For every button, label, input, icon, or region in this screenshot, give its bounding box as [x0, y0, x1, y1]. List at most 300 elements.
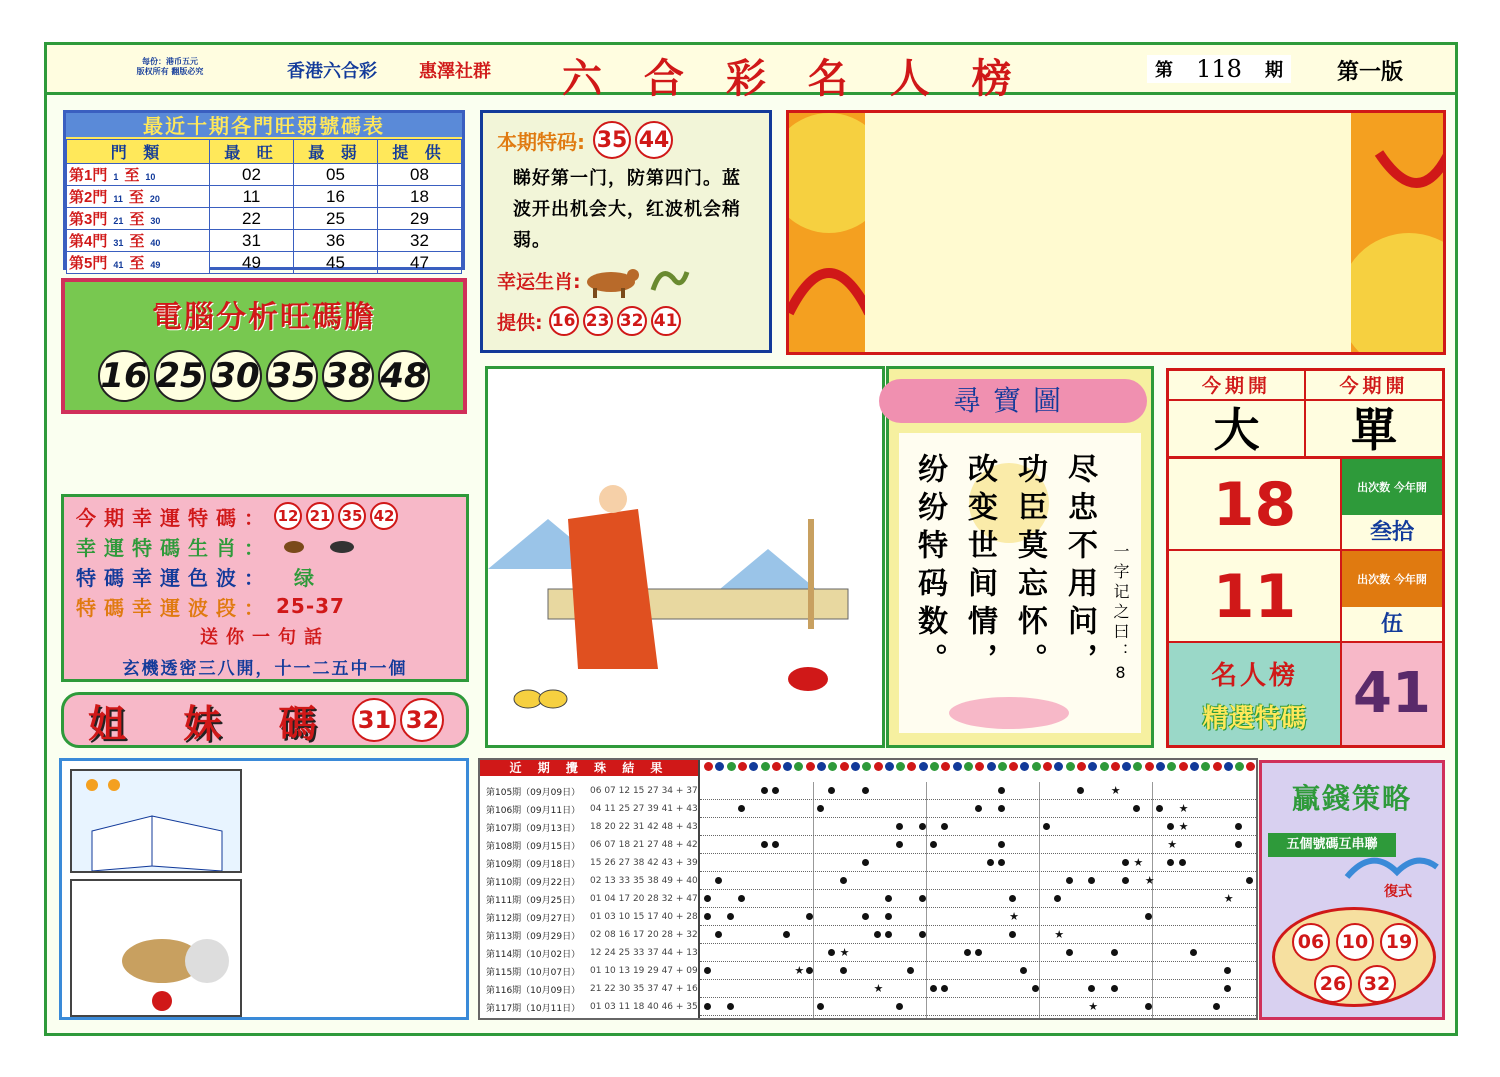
number-ball: 42	[370, 502, 398, 530]
color-ball-mark	[1100, 762, 1109, 771]
special-star-mark: ★	[1133, 856, 1144, 869]
color-ball-mark	[817, 762, 826, 771]
dot-row	[700, 926, 1258, 944]
color-ball-mark	[953, 762, 962, 771]
door-label: 第2門	[69, 189, 108, 206]
color-ball-mark	[1088, 762, 1097, 771]
lucky-panel	[61, 494, 469, 682]
draw-dot-mark	[1066, 949, 1073, 956]
count-number-2: 11	[1169, 551, 1342, 643]
history-date: 第117期（10月11日）	[486, 1003, 581, 1014]
draw-dot-mark	[761, 787, 768, 794]
provide-balls	[547, 306, 683, 336]
dot-row	[700, 890, 1258, 908]
history-row	[486, 800, 698, 818]
history-row	[486, 980, 698, 998]
hot-cell: 49	[209, 252, 293, 274]
computer-numbers	[65, 350, 463, 402]
cold-cell: 16	[293, 186, 377, 208]
dot-row	[700, 962, 1258, 980]
draw-dot-mark	[896, 1003, 903, 1010]
door-from: 21	[113, 216, 124, 226]
org-name-2: 惠澤社群	[419, 61, 491, 82]
draw-dot-mark	[862, 859, 869, 866]
draw-dot-mark	[919, 895, 926, 902]
draw-dot-mark	[874, 931, 881, 938]
table-row	[67, 186, 462, 208]
door-label: 第1門	[69, 167, 108, 184]
door-label: 第4門	[69, 233, 108, 250]
lucky-color-label: 特碼幸運色波：	[76, 565, 272, 590]
provide-cell: 18	[377, 186, 461, 208]
history-title: 近 期 攪 珠 結 果	[480, 760, 698, 776]
color-ball-mark	[998, 762, 1007, 771]
treasure-scroll	[899, 433, 1141, 733]
draw-dot-mark	[1032, 985, 1039, 992]
draw-dot-mark	[1077, 787, 1084, 794]
draw-dot-mark	[919, 823, 926, 830]
draw-dot-mark	[1179, 859, 1186, 866]
big-small-value: 大	[1169, 401, 1306, 459]
dot-row	[700, 980, 1258, 998]
draw-dot-mark	[783, 931, 790, 938]
color-ball-mark	[828, 762, 837, 771]
colored-ball-row	[700, 762, 1258, 772]
color-ball-mark	[851, 762, 860, 771]
draw-dot-mark	[987, 859, 994, 866]
door-from: 1	[113, 172, 119, 182]
draw-dot-mark	[930, 841, 937, 848]
draw-dot-mark	[907, 967, 914, 974]
issue-prefix: 第	[1155, 60, 1173, 81]
strategy-balls	[1280, 923, 1430, 1003]
draw-dot-mark	[941, 985, 948, 992]
fame-number: 41	[1342, 643, 1442, 745]
door-to-word: 至	[129, 211, 145, 228]
cold-cell: 45	[293, 252, 377, 274]
color-ball-mark	[1179, 762, 1188, 771]
col-header: 最 旺	[209, 140, 293, 164]
history-numbers: 02 08 16 17 20 28 + 32	[590, 930, 698, 940]
color-ball-mark	[794, 762, 803, 771]
edition-label: 第一版	[1337, 60, 1404, 85]
history-row	[486, 998, 698, 1016]
fame-subtitle: 精選特碼	[1202, 704, 1307, 734]
door-to: 30	[150, 216, 161, 226]
issue-number: 118	[1196, 55, 1242, 83]
history-row	[486, 890, 698, 908]
history-row	[486, 872, 698, 890]
history-numbers: 02 13 33 35 38 49 + 40	[590, 876, 698, 886]
number-ball: 32	[617, 306, 647, 336]
color-ball-mark	[806, 762, 815, 771]
draw-dot-mark	[806, 913, 813, 920]
copyright-line: 版权所有 翻版必究	[136, 67, 204, 76]
riddle-picture	[485, 366, 885, 748]
door-to: 20	[149, 194, 160, 204]
hot-cell: 11	[209, 186, 293, 208]
strategy-panel	[1259, 760, 1445, 1020]
number-ball: 44	[635, 121, 673, 159]
door-from: 31	[113, 238, 124, 248]
dot-row	[700, 998, 1258, 1016]
door-label: 第3門	[69, 211, 108, 228]
poem-col-1: 纷纷特码数。	[912, 453, 947, 681]
history-numbers: 18 20 22 31 42 48 + 43	[590, 822, 698, 832]
ten-period-table	[63, 110, 465, 270]
open-header-2: 今期開	[1306, 371, 1442, 401]
treasure-title: 尋寶圖	[879, 379, 1147, 423]
color-ball-mark	[749, 762, 758, 771]
door-to-word: 至	[129, 255, 145, 272]
count-value-1: 叁拾	[1342, 515, 1442, 551]
draw-dot-mark	[828, 787, 835, 794]
history-row	[486, 926, 698, 944]
lucky-balls	[272, 502, 400, 530]
header-bar	[47, 45, 1455, 102]
history-row	[486, 818, 698, 836]
fame-box	[1169, 643, 1342, 745]
door-cell	[67, 252, 210, 274]
history-date: 第111期（09月25日）	[486, 895, 581, 906]
provide-cell: 29	[377, 208, 461, 230]
history-list	[486, 782, 698, 1016]
picture-riddle-panel	[59, 758, 469, 1020]
history-row	[486, 854, 698, 872]
provide-cell: 47	[377, 252, 461, 274]
strategy-ball: 19	[1380, 923, 1418, 961]
history-numbers: 15 26 27 38 42 43 + 39	[590, 858, 698, 868]
draw-dot-mark	[896, 841, 903, 848]
history-row	[486, 944, 698, 962]
history-date: 第115期（10月07日）	[486, 967, 581, 978]
number-ball: 41	[651, 306, 681, 336]
door-cell	[67, 164, 210, 186]
dot-row	[700, 944, 1258, 962]
cold-cell: 25	[293, 208, 377, 230]
special-star-mark: ★	[1088, 1000, 1099, 1013]
draw-dot-mark	[862, 787, 869, 794]
draw-dot-mark	[1145, 913, 1152, 920]
special-star-mark: ★	[1178, 820, 1189, 833]
draw-dot-mark	[885, 913, 892, 920]
history-numbers: 06 07 18 21 27 48 + 42	[590, 840, 698, 850]
number-ball: 21	[306, 502, 334, 530]
table-row	[67, 208, 462, 230]
special-star-mark: ★	[1144, 874, 1155, 887]
bear-icon	[72, 881, 240, 1015]
color-ball-mark	[1224, 762, 1233, 771]
special-star-mark: ★	[1009, 910, 1019, 923]
draw-dot-mark	[715, 877, 722, 884]
lucky-range-label: 特碼幸運波段：	[76, 595, 272, 620]
color-ball-mark	[1122, 762, 1131, 771]
history-date: 第113期（09月29日）	[486, 931, 581, 942]
lucky-row-5: 送你一句話	[200, 627, 330, 648]
col-header: 門 類	[67, 140, 210, 164]
count-value-2: 伍	[1342, 607, 1442, 643]
banner-blank-area	[865, 113, 1351, 355]
color-ball-mark	[840, 762, 849, 771]
draw-dot-mark	[975, 805, 982, 812]
lucky-row-3	[76, 561, 454, 591]
draw-dot-mark	[806, 967, 813, 974]
draw-dot-mark	[1111, 985, 1118, 992]
count-tag-2: 出次数 今年開	[1342, 551, 1442, 607]
draw-dot-mark	[828, 949, 835, 956]
color-ball-mark	[896, 762, 905, 771]
history-numbers: 01 10 13 19 29 47 + 09	[590, 966, 698, 976]
title-banner	[786, 110, 1446, 355]
table-row	[67, 252, 462, 274]
dot-grid-body	[700, 782, 1258, 1018]
special-star-mark: ★	[1110, 784, 1121, 797]
draw-dot-mark	[1009, 931, 1016, 938]
lucky-color-value: 绿	[294, 565, 322, 590]
color-ball-mark	[1032, 762, 1041, 771]
color-ball-mark	[975, 762, 984, 771]
draw-dot-mark	[1224, 967, 1231, 974]
provide-cell: 08	[377, 164, 461, 186]
open-book-icon	[72, 771, 240, 871]
color-ball-mark	[715, 762, 724, 771]
dot-row	[700, 818, 1258, 836]
draw-dot-mark	[1224, 985, 1231, 992]
draw-dot-mark	[1190, 949, 1197, 956]
strategy-ball: 32	[1358, 965, 1396, 1003]
color-ball-mark	[1043, 762, 1052, 771]
history-dot-grid	[698, 760, 1258, 1020]
strategy-title: 贏錢策略	[1291, 782, 1412, 815]
color-ball-mark	[1235, 762, 1244, 771]
color-ball-mark	[964, 762, 973, 771]
draw-dot-mark	[761, 841, 768, 848]
draw-dot-mark	[896, 823, 903, 830]
color-ball-mark	[1111, 762, 1120, 771]
color-ball-mark	[1077, 762, 1086, 771]
issue-suffix: 期	[1265, 60, 1283, 81]
dot-row	[700, 872, 1258, 890]
provide-cell: 32	[377, 230, 461, 252]
history-numbers: 21 22 30 35 37 47 + 16	[590, 984, 698, 994]
draw-dot-mark	[998, 787, 1005, 794]
special-star-mark: ★	[1223, 892, 1234, 905]
history-numbers: 12 24 25 33 37 44 + 13	[590, 948, 698, 958]
number-ball: 12	[274, 502, 302, 530]
lucky-zodiac-label: 幸運特碼生肖：	[76, 535, 272, 560]
draw-dot-mark	[998, 805, 1005, 812]
color-ball-mark	[783, 762, 792, 771]
special-star-mark: ★	[1178, 802, 1189, 815]
door-to: 10	[145, 172, 156, 182]
history-date: 第105期（09月09日）	[486, 787, 581, 798]
door-cell	[67, 230, 210, 252]
color-ball-mark	[1190, 762, 1199, 771]
draw-dot-mark	[919, 931, 926, 938]
analysis-ball: 48	[378, 350, 430, 402]
summary-grid	[1166, 368, 1445, 748]
draw-dot-mark	[1009, 895, 1016, 902]
history-date: 第112期（09月27日）	[486, 913, 581, 924]
book-picture	[70, 769, 242, 873]
door-to: 40	[150, 238, 161, 248]
draw-dot-mark	[1111, 949, 1118, 956]
dot-row	[700, 854, 1258, 872]
odd-even-value: 單	[1306, 401, 1442, 459]
color-ball-mark	[1167, 762, 1176, 771]
poem-col-3: 功臣莫忘怀。	[1012, 453, 1047, 681]
color-ball-mark	[772, 762, 781, 771]
door-label: 第5門	[69, 255, 108, 272]
draw-dot-mark	[1235, 823, 1242, 830]
table-title: 最近十期各門旺弱號碼表	[66, 113, 462, 139]
special-balls	[591, 121, 675, 159]
color-ball-mark	[1156, 762, 1165, 771]
draw-dot-mark	[1235, 841, 1242, 848]
color-ball-mark	[907, 762, 916, 771]
lucky-range-value: 25-37	[276, 594, 345, 618]
analysis-ball: 35	[266, 350, 318, 402]
poem-side-note: 一字记之曰：8	[1111, 543, 1130, 686]
number-ball: 23	[583, 306, 613, 336]
cold-cell: 36	[293, 230, 377, 252]
color-ball-mark	[1066, 762, 1075, 771]
lucky-row-2	[76, 531, 454, 561]
draw-dot-mark	[1054, 895, 1061, 902]
lucky-special-label: 今期幸運特碼：	[76, 505, 272, 530]
history-numbers: 01 04 17 20 28 32 + 47	[590, 894, 698, 904]
door-from: 41	[113, 260, 124, 270]
sister-balls	[350, 698, 446, 742]
issue-box	[1147, 55, 1291, 83]
number-ball: 31	[352, 698, 396, 742]
history-date: 第108期（09月15日）	[486, 841, 581, 852]
strategy-subtitle: 五個號碼互串聯	[1268, 833, 1396, 857]
zodiac-animals-icon	[581, 260, 691, 300]
draw-dot-mark	[964, 949, 971, 956]
count-tag-1: 出次数 今年開	[1342, 459, 1442, 515]
table-row	[67, 164, 462, 186]
analysis-ball: 16	[98, 350, 150, 402]
strategy-ball: 06	[1292, 923, 1330, 961]
color-ball-mark	[1213, 762, 1222, 771]
history-date: 第110期（09月22日）	[486, 877, 581, 888]
draw-dot-mark	[1167, 859, 1174, 866]
history-date: 第109期（09月18日）	[486, 859, 581, 870]
draw-dot-mark	[975, 949, 982, 956]
draw-dot-mark	[1122, 877, 1129, 884]
page-title: 六 合 彩 名 人 榜	[562, 55, 1026, 102]
history-date: 第107期（09月13日）	[486, 823, 581, 834]
door-to: 49	[150, 260, 161, 270]
draw-dot-mark	[1246, 877, 1253, 884]
color-ball-mark	[761, 762, 770, 771]
history-row	[486, 782, 698, 800]
computer-analysis-panel	[61, 278, 467, 414]
special-label: 本期特码:	[497, 129, 585, 154]
lucky-hint: 玄機透密三八開，十一二五中一個	[122, 658, 408, 679]
color-ball-mark	[862, 762, 871, 771]
draw-dot-mark	[727, 913, 734, 920]
analysis-ball: 25	[154, 350, 206, 402]
treasure-map-panel	[886, 366, 1154, 748]
open-header-1: 今期開	[1169, 371, 1306, 401]
special-star-mark: ★	[1054, 928, 1065, 941]
poem-col-2: 改变世间情，	[962, 453, 997, 681]
price-line: 每份：港币五元	[142, 57, 198, 66]
number-ball: 35	[338, 502, 366, 530]
org-name-1: 香港六合彩	[287, 61, 377, 82]
animal-picture	[70, 879, 242, 1017]
color-ball-mark	[738, 762, 747, 771]
draw-dot-mark	[738, 805, 745, 812]
draw-dot-mark	[1066, 877, 1073, 884]
history-row	[486, 962, 698, 980]
dot-row	[700, 782, 1258, 800]
history-date: 第116期（10月09日）	[486, 985, 581, 996]
door-from: 11	[113, 194, 123, 204]
color-ball-mark	[987, 762, 996, 771]
draw-dot-mark	[1088, 985, 1095, 992]
draw-dot-mark	[738, 895, 745, 902]
computer-title: 電腦分析旺碼膽	[152, 300, 376, 335]
hot-cell: 02	[209, 164, 293, 186]
color-ball-mark	[1020, 762, 1029, 771]
history-row	[486, 836, 698, 854]
color-ball-mark	[930, 762, 939, 771]
table-row	[67, 230, 462, 252]
special-star-mark: ★	[873, 982, 884, 995]
hot-cold-table	[66, 139, 462, 274]
door-cell	[67, 186, 210, 208]
color-ball-mark	[1145, 762, 1154, 771]
zodiac-label: 幸运生肖:	[497, 270, 581, 293]
draw-dot-mark	[727, 1003, 734, 1010]
draw-dot-mark	[1088, 877, 1095, 884]
history-date: 第106期（09月11日）	[486, 805, 581, 816]
door-cell	[67, 208, 210, 230]
col-header: 最 弱	[293, 140, 377, 164]
strategy-ball: 10	[1336, 923, 1374, 961]
door-to-word: 至	[129, 233, 145, 250]
number-ball: 35	[593, 121, 631, 159]
color-ball-mark	[1009, 762, 1018, 771]
scholar-scene-icon	[488, 369, 882, 745]
lucky-row-4	[76, 591, 454, 621]
lucky-row-1	[76, 501, 454, 531]
history-numbers: 04 11 25 27 39 41 + 43	[590, 804, 698, 814]
draw-dot-mark	[1122, 859, 1129, 866]
draw-dot-mark	[704, 967, 711, 974]
draw-dot-mark	[885, 931, 892, 938]
draw-dot-mark	[1213, 1003, 1220, 1010]
color-ball-mark	[1201, 762, 1210, 771]
history-numbers: 06 07 12 15 27 34 + 37	[590, 786, 698, 796]
color-ball-mark	[704, 762, 713, 771]
special-star-mark: ★	[839, 946, 850, 959]
door-to-word: 至	[124, 167, 140, 184]
draw-dot-mark	[840, 967, 847, 974]
color-ball-mark	[919, 762, 928, 771]
color-ball-mark	[941, 762, 950, 771]
price-note	[100, 57, 240, 77]
analysis-ball: 30	[210, 350, 262, 402]
hot-cell: 31	[209, 230, 293, 252]
history-numbers: 01 03 10 15 17 40 + 28	[590, 912, 698, 922]
draw-dot-mark	[1145, 1003, 1152, 1010]
draw-dot-mark	[998, 841, 1005, 848]
analysis-ball: 38	[322, 350, 374, 402]
